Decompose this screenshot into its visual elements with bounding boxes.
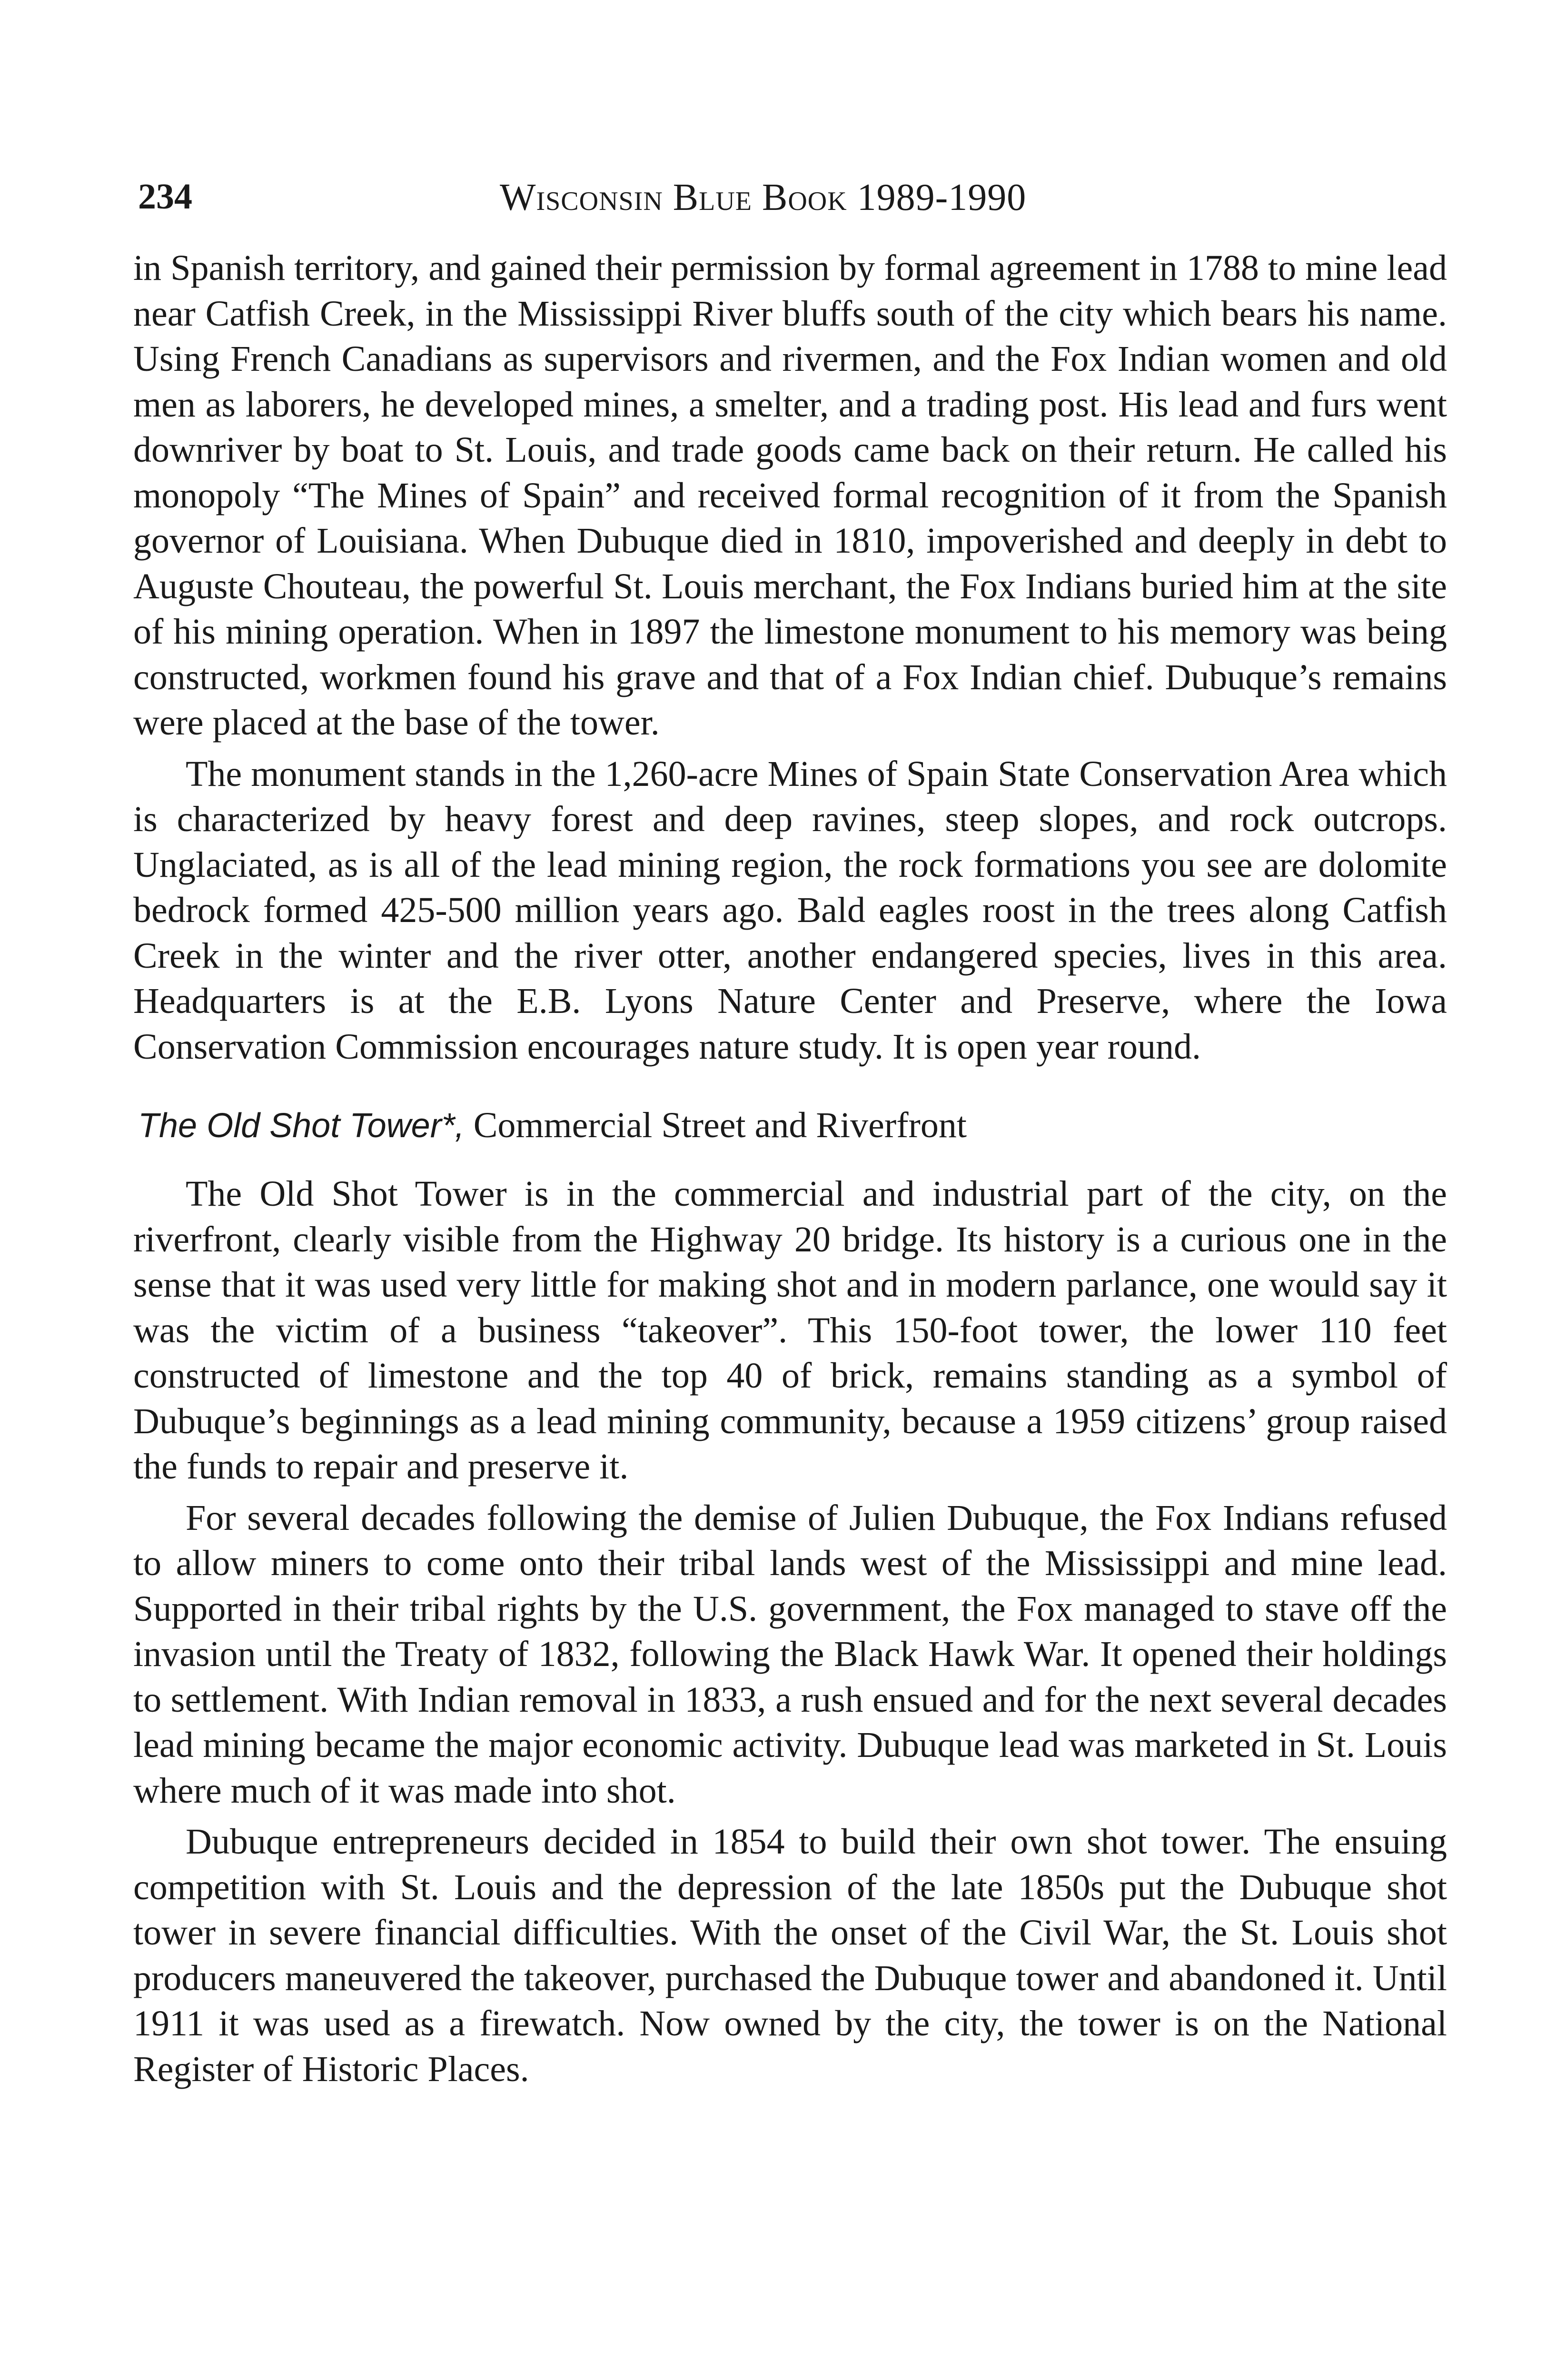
paragraph-entrepreneurs: Dubuque entrepreneurs decided in 1854 to build their own shot tower. The ensuing competition with St. Louis and the depression of the late 1850s put the Dubuque shot tower in severe financial difficulties. With the onset of the Civil War, the St. Louis shot producers maneuvered the takeover, purchased the Dubuque tower and abandoned it. Until 1911 it was used as a firewatch. Now owned by the city, the tower is on the National Register of Historic Places.: [133, 1822, 1447, 2089]
paragraph-continuation: in Spanish territory, and gained their permission by formal agreement in 1788 to mine lead near Catfish Creek, in the Mississippi River bluffs south of the city which bears his name. Using French Canadians as supervisors and rivermen, and the Fox Indian women and old men as laborers, he developed mines, a smelter, and a trading post. His lead and furs went downriver by boat to St. Louis, and trade goods came back on their return. He called his monopoly “The Mines of Spain” and received formal recognition of it from the Spanish governor of Louisiana. When Dubuque died in 1810, impoverished and deeply in debt to Auguste Chouteau, the powerful St. Louis merchant, the Fox Indians buried him at the site of his mining operation. When in 1897 the limestone monument to his memory was being constructed, workmen found his grave and that of a Fox Indian chief. Dubuque’s remains were placed at the base of the tower.: [133, 248, 1447, 743]
section-heading: [138, 1103, 1447, 1149]
paragraph-fox-indians: For several decades following the demise of Julien Dubuque, the Fox Indians refused to allow miners to come onto their tribal lands west of the Mississippi and mine lead. Supported in their tribal rights by the U.S. government, the Fox managed to stave off the invasion until the Treaty of 1832, following the Black Hawk War. It opened their holdings to settlement. With Indian removal in 1833, a rush ensued and for the next several decades lead mining became the major economic activity. Dubuque lead was marketed in St. Louis where much of it was made into shot.: [133, 1497, 1447, 1811]
section-location: Commercial Street and Riverfront: [464, 1105, 967, 1145]
page-number: 234: [138, 177, 192, 217]
book-page: [133, 176, 1447, 2092]
paragraph-shot-tower-intro: The Old Shot Tower is in the commercial and industrial part of the city, on the riverfront, clearly visible from the Highway 20 bridge. Its history is a curious one in the sense that it was used very little for making shot and in modern parlance, one would say it was the victim of a business “takeover”. This 150-foot tower, the lower 110 feet constructed of limestone and the top 40 of brick, remains standing as a symbol of Dubuque’s beginnings as a lead mining community, because a 1959 citizens’ group raised the funds to repair and preserve it.: [133, 1174, 1447, 1487]
paragraph-monument: The monument stands in the 1,260-acre Mines of Spain State Conservation Area which is characterized by heavy forest and deep ravines, steep slopes, and rock outcrops. Unglaciated, as is all of the lead mining region, the rock formations you see are dolomite bedrock formed 425-500 million years ago. Bald eagles roost in the trees along Catfish Creek in the winter and the river otter, another endangered species, lives in this area. Headquarters is at the E.B. Lyons Nature Center and Preserve, where the Iowa Conservation Commission encourages nature study. It is open year round.: [133, 754, 1447, 1067]
header-title: Wisconsin Blue Book 1989-1990: [500, 177, 1027, 218]
running-head: [133, 176, 1447, 228]
section-title: The Old Shot Tower*,: [138, 1107, 465, 1145]
